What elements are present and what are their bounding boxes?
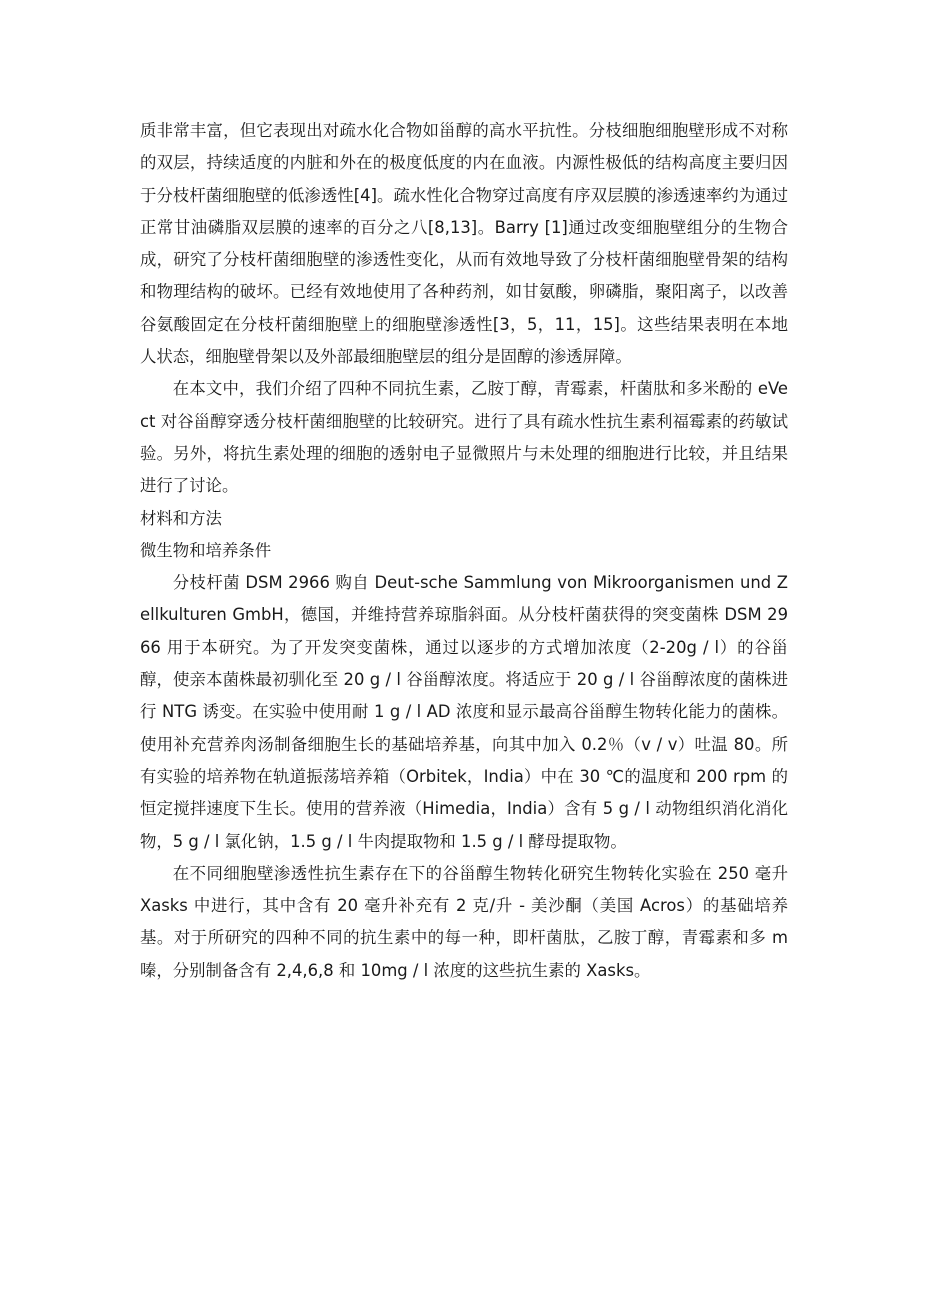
- paragraph-study-intro: 在本文中，我们介绍了四种不同抗生素，乙胺丁醇，青霉素，杆菌肽和多米酚的 eVect 对谷甾醇穿透分枝杆菌细胞壁的比较研究。进行了具有疏水性抗生素利福霉素的药敏试验。另外，将抗生素处理的细胞的透射电子显微照片与未处理的细胞进行比较，并且结果进行了讨论。: [140, 379, 788, 496]
- paragraph-cell-wall-permeability: 质非常丰富，但它表现出对疏水化合物如甾醇的高水平抗性。分枝细胞细胞壁形成不对称的双层，持续适度的内脏和外在的极度低度的内在血液。内源性极低的结构高度主要归因于分枝杆菌细胞壁的低渗透性[4]。疏水性化合物穿过高度有序双层膜的渗透速率约为通过正常甘油磷脂双层膜的速率的百分之八[8,13]。Barry [1]通过改变细胞壁组分的生物合成，研究了分枝杆菌细胞壁的渗透性变化，从而有效地导致了分枝杆菌细胞壁骨架的结构和物理结构的破坏。已经有效地使用了各种药剂，如甘氨酸，卵磷脂，聚阳离子，以改善谷氨酸固定在分枝杆菌细胞壁上的细胞壁渗透性[3，5，11，15]。这些结果表明在本地人状态，细胞壁骨架以及外部最细胞壁层的组分是固醇的渗透屏障。: [140, 121, 788, 367]
- paragraph-strain-culture: 分枝杆菌 DSM 2966 购自 Deut-sche Sammlung von Mikroorganismen und Zellkulturen GmbH，德国，并维持营养琼脂斜面。从分枝杆菌获得的突变菌株 DSM 2966 用于本研究。为了开发突变菌株，通过以逐步的方式增加浓度（2-20g / l）的谷甾醇，使亲本菌株最初驯化至 20 g / l 谷甾醇浓度。将适应于 20 g / l 谷甾醇浓度的菌株进行 NTG 诱变。在实验中使用耐 1 g / l AD 浓度和显示最高谷甾醇生物转化能力的菌株。使用补充营养肉汤制备细胞生长的基础培养基，向其中加入 0.2％（v / v）吐温 80。所有实验的培养物在轨道振荡培养箱（Orbitek，India）中在 30 ℃的温度和 200 rpm 的恒定搅拌速度下生长。使用的营养液（Himedia，India）含有 5 g / l 动物组织消化消化物，5 g / l 氯化钠，1.5 g / l 牛肉提取物和 1.5 g / l 酵母提取物。: [140, 573, 788, 851]
- paragraph-bioconversion: 在不同细胞壁渗透性抗生素存在下的谷甾醇生物转化研究生物转化实验在 250 毫升 Xasks 中进行，其中含有 20 毫升补充有 2 克/升 - 美沙酮（美国 Acros）的基础培养基。对于所研究的四种不同的抗生素中的每一种，即杆菌肽，乙胺丁醇，青霉素和多 m 嗪，分别制备含有 2,4,6,8 和 10mg / l 浓度的这些抗生素的 Xasks。: [140, 863, 788, 980]
- document-page: [140, 115, 788, 987]
- subsection-heading-microorganisms: 微生物和培养条件: [140, 540, 272, 560]
- section-heading-materials-methods: 材料和方法: [140, 508, 222, 528]
